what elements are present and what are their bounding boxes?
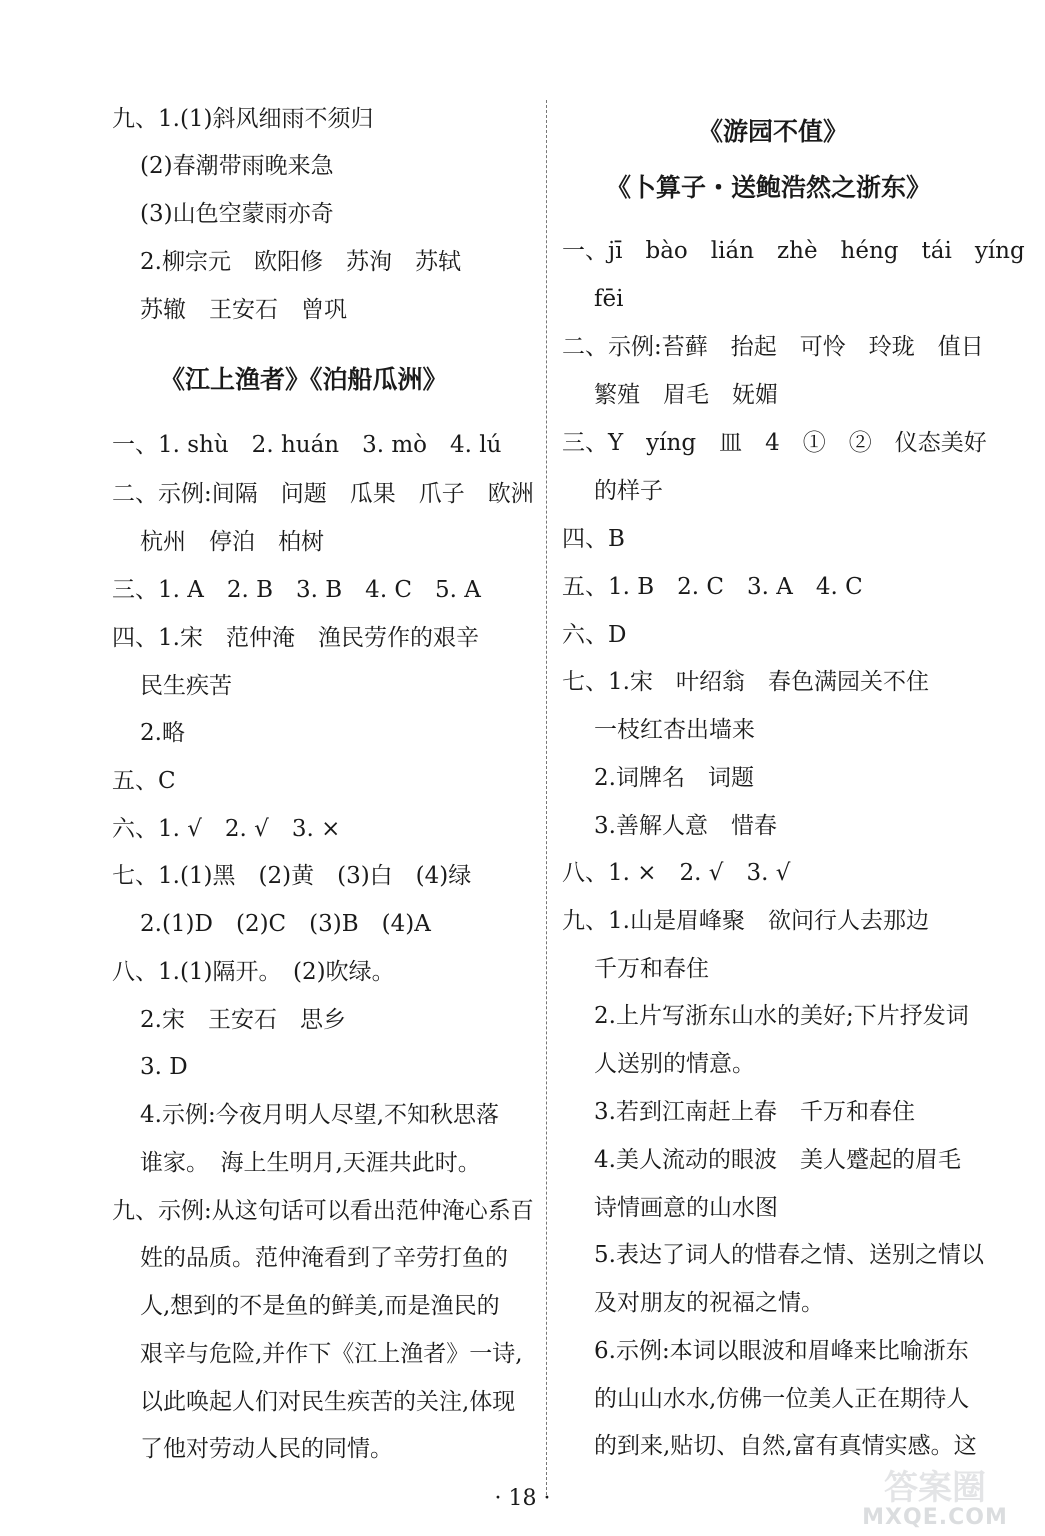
answer-line: (2)春潮带雨晚来急 [140,153,334,179]
answer-line: 5.表达了词人的惜春之情、送别之情以 [594,1242,984,1268]
watermark-site: MXQE.COM [862,1505,1008,1530]
answer-line: 3.善解人意 惜春 [594,813,777,839]
answer-line: 3. D [140,1054,188,1080]
answer-line: 四、B [562,526,625,552]
answer-line: 的样子 [594,478,663,504]
answer-line: 4.美人流动的眼波 美人蹙起的眉毛 [594,1147,961,1173]
answer-line: 七、1.宋 叶绍翁 春色满园关不住 [562,669,929,695]
answer-line: 4.示例:今夜月明人尽望,不知秋思落 [140,1102,500,1128]
answer-line: 九、示例:从这句话可以看出范仲淹心系百 [112,1198,534,1224]
answer-line: 五、C [112,768,176,794]
page-number: · 18 · [494,1486,551,1511]
answer-line: 三、Y yíng 皿 4 ① ② 仪态美好 [562,430,987,456]
answer-line: 杭州 停泊 柏树 [140,529,324,555]
answer-line: 七、1.(1)黑 (2)黄 (3)白 (4)绿 [112,863,472,889]
answer-line: 八、1.(1)隔开。 (2)吹绿。 [112,959,395,985]
answer-line: 一、jī bào lián zhè héng tái yíng [562,238,1025,264]
answer-line: 四、1.宋 范仲淹 渔民劳作的艰辛 [112,625,479,651]
answer-line: 千万和春住 [594,956,709,982]
answer-line: 2.略 [140,720,185,746]
answer-line: 的到来,贴切、自然,富有真情实感。这 [594,1433,977,1459]
answer-line: 2.词牌名 词题 [594,765,754,791]
answer-line: fēi [594,286,624,312]
answer-line: 五、1. B 2. C 3. A 4. C [562,574,863,600]
answer-line: 人送别的情意。 [594,1051,755,1077]
answer-line: 的山山水水,仿佛一位美人正在期待人 [594,1386,970,1412]
column-divider [546,100,547,1495]
answer-line: 及对朋友的祝福之情。 [594,1290,824,1316]
answer-line: 2.宋 王安石 思乡 [140,1007,346,1033]
answer-line: 二、示例:苔藓 抬起 可怜 玲珑 值日 [562,334,984,360]
answer-line: 3.若到江南赶上春 千万和春住 [594,1099,915,1125]
answer-line: 了他对劳动人民的同情。 [140,1436,393,1462]
answer-line: 繁殖 眉毛 妩媚 [594,382,778,408]
answer-line: 2.上片写浙东山水的美好;下片抒发词 [594,1003,969,1029]
answer-line: 民生疾苦 [140,673,232,699]
section-heading: 《卜算子・送鲍浩然之浙东》 [606,173,932,202]
answer-line: 2.柳宗元 欧阳修 苏洵 苏轼 [140,249,461,275]
answer-line: 艰辛与危险,并作下《江上渔者》一诗, [140,1341,523,1367]
answer-line: 谁家。 海上生明月,天涯共此时。 [140,1150,481,1176]
answer-line: 苏辙 王安石 曾巩 [140,297,347,323]
watermark-logo: 答案圈 [884,1468,986,1508]
answer-line: (3)山色空蒙雨亦奇 [140,201,334,227]
section-heading: 《游园不值》 [698,117,849,146]
answer-line: 九、1.(1)斜风细雨不须归 [112,106,374,132]
answer-line: 诗情画意的山水图 [594,1195,778,1221]
answer-line: 2.(1)D (2)C (3)B (4)A [140,911,431,937]
answer-line: 三、1. A 2. B 3. B 4. C 5. A [112,577,481,603]
answer-line: 6.示例:本词以眼波和眉峰来比喻浙东 [594,1338,969,1364]
answer-line: 六、1. √ 2. √ 3. × [112,816,341,842]
answer-line: 人,想到的不是鱼的鲜美,而是渔民的 [140,1293,500,1319]
answer-line: 九、1.山是眉峰聚 欲问行人去那边 [562,908,929,934]
answer-line: 六、D [562,622,627,648]
section-heading: 《江上渔者》《泊船瓜洲》 [160,365,448,394]
watermark [840,1460,1030,1530]
answer-line: 一、1. shù 2. huán 3. mò 4. lú [112,432,502,458]
answer-line: 八、1. × 2. √ 3. √ [562,860,791,886]
answer-line: 以此唤起人们对民生疾苦的关注,体现 [140,1389,516,1415]
answer-line: 一枝红杏出墙来 [594,717,755,743]
answer-line: 姓的品质。范仲淹看到了辛劳打鱼的 [140,1245,508,1271]
answer-line: 二、示例:间隔 问题 瓜果 爪子 欧洲 [112,481,534,507]
